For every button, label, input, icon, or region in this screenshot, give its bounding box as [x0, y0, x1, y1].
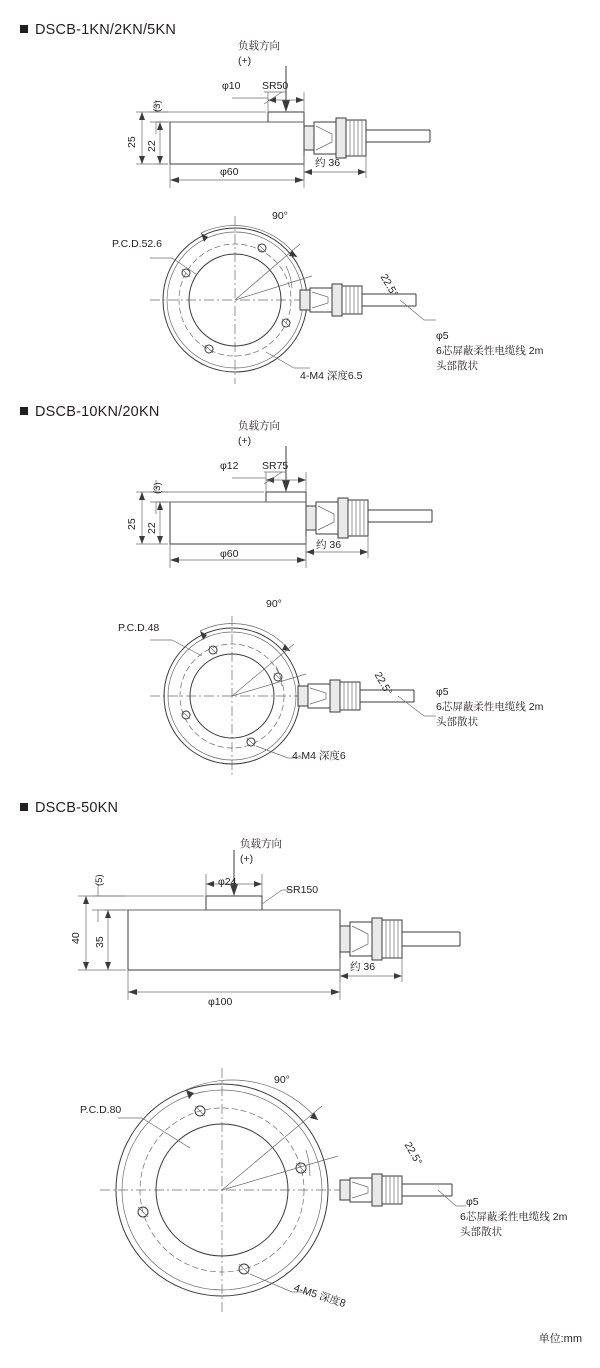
sphere-radius-2: SR75	[262, 460, 289, 472]
boss-height-3: (5)	[94, 874, 105, 886]
total-height-2: 25	[126, 518, 138, 530]
angle-offset-1: 22.5°	[377, 272, 401, 300]
body-height-1: 22	[146, 140, 158, 152]
sphere-radius-3: SR150	[286, 884, 319, 896]
load-direction-label-3: 负载方向	[240, 838, 282, 850]
cable-dia-1: φ5	[436, 330, 449, 342]
boss-height-1: (3)	[152, 100, 163, 112]
load-direction-sign-1: (+)	[238, 55, 252, 67]
load-direction-sign-2: (+)	[238, 435, 252, 447]
angle-offset-3: 22.5°	[401, 1140, 425, 1168]
cable-end-2: 头部散状	[436, 716, 478, 728]
cable-end-1: 头部散状	[436, 360, 478, 372]
boss-height-2: (3)	[152, 482, 163, 494]
sphere-radius-1: SR50	[262, 80, 289, 92]
angle-main-3: 90°	[274, 1074, 290, 1086]
top-boss-dia-2: φ12	[220, 460, 239, 472]
load-direction-label-1: 负载方向	[238, 40, 280, 52]
angle-main-2: 90°	[266, 598, 282, 610]
body-dia-2: φ60	[220, 548, 239, 560]
connector-length-1: 约 36	[315, 157, 341, 169]
drawing-section-2	[0, 398, 600, 798]
cable-spec-3: 6芯屏蔽柔性电缆线 2m	[460, 1211, 568, 1223]
load-direction-sign-3: (+)	[240, 853, 254, 865]
cable-end-3: 头部散状	[460, 1226, 502, 1238]
section-title-1: DSCB-1KN/2KN/5KN	[20, 22, 176, 38]
body-height-2: 22	[146, 522, 158, 534]
top-boss-dia-1: φ10	[222, 80, 241, 92]
pcd-label-2: P.C.D.48	[118, 622, 160, 634]
unit-note: 单位:mm	[538, 1333, 582, 1345]
angle-offset-2: 22.5°	[371, 670, 395, 698]
load-direction-label-2: 负载方向	[238, 420, 280, 432]
holes-label-3: 4-M5 深度8	[292, 1282, 348, 1311]
holes-label-2: 4-M4 深度6	[292, 750, 346, 762]
top-boss-dia-3: φ24	[218, 876, 237, 888]
body-height-3: 35	[94, 936, 106, 948]
pcd-label-3: P.C.D.80	[80, 1104, 122, 1116]
body-dia-1: φ60	[220, 166, 239, 178]
total-height-1: 25	[126, 136, 138, 148]
body-dia-3: φ100	[208, 996, 233, 1008]
connector-length-3: 约 36	[350, 961, 376, 973]
angle-main-1: 90°	[272, 210, 288, 222]
cable-spec-1: 6芯屏蔽柔性电缆线 2m	[436, 345, 544, 357]
section-title-3: DSCB-50KN	[20, 800, 118, 816]
cable-spec-2: 6芯屏蔽柔性电缆线 2m	[436, 701, 544, 713]
connector-length-2: 约 36	[316, 539, 342, 551]
cable-dia-2: φ5	[436, 686, 449, 698]
pcd-label-1: P.C.D.52.6	[112, 238, 163, 250]
section-title-2: DSCB-10KN/20KN	[20, 404, 160, 420]
total-height-3: 40	[70, 932, 82, 944]
drawing-section-1	[0, 0, 600, 400]
holes-label-1: 4-M4 深度6.5	[300, 370, 363, 382]
cable-dia-3: φ5	[466, 1196, 479, 1208]
